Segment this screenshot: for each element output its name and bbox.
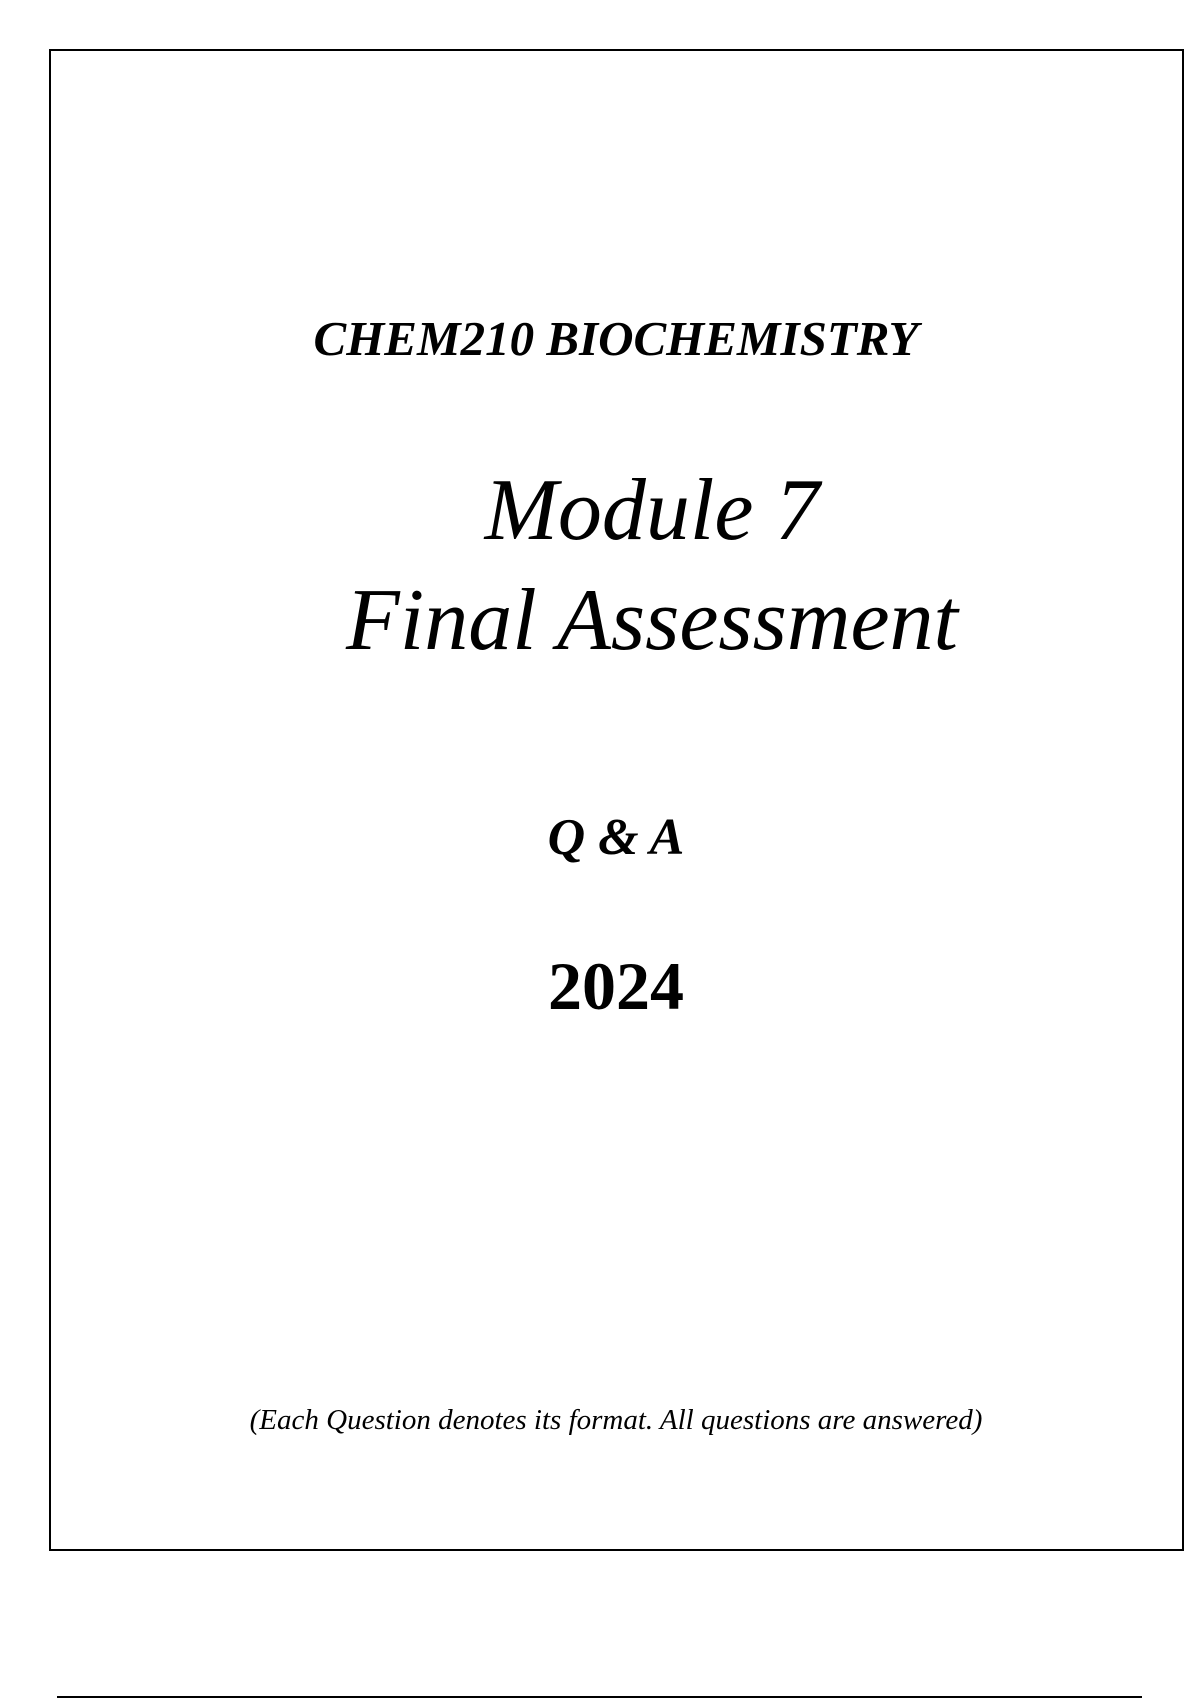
format-note: (Each Question denotes its format. All questions are answered): [249, 1404, 983, 1436]
course-title: CHEM210 BIOCHEMISTRY: [313, 311, 919, 366]
module-title: Module 7: [484, 462, 820, 559]
year-label: 2024: [548, 948, 684, 1024]
cover-frame: [49, 49, 1184, 1551]
footer-divider: [57, 1696, 1142, 1698]
assessment-title: Final Assessment: [346, 572, 958, 669]
qa-label: Q & A: [547, 809, 685, 866]
